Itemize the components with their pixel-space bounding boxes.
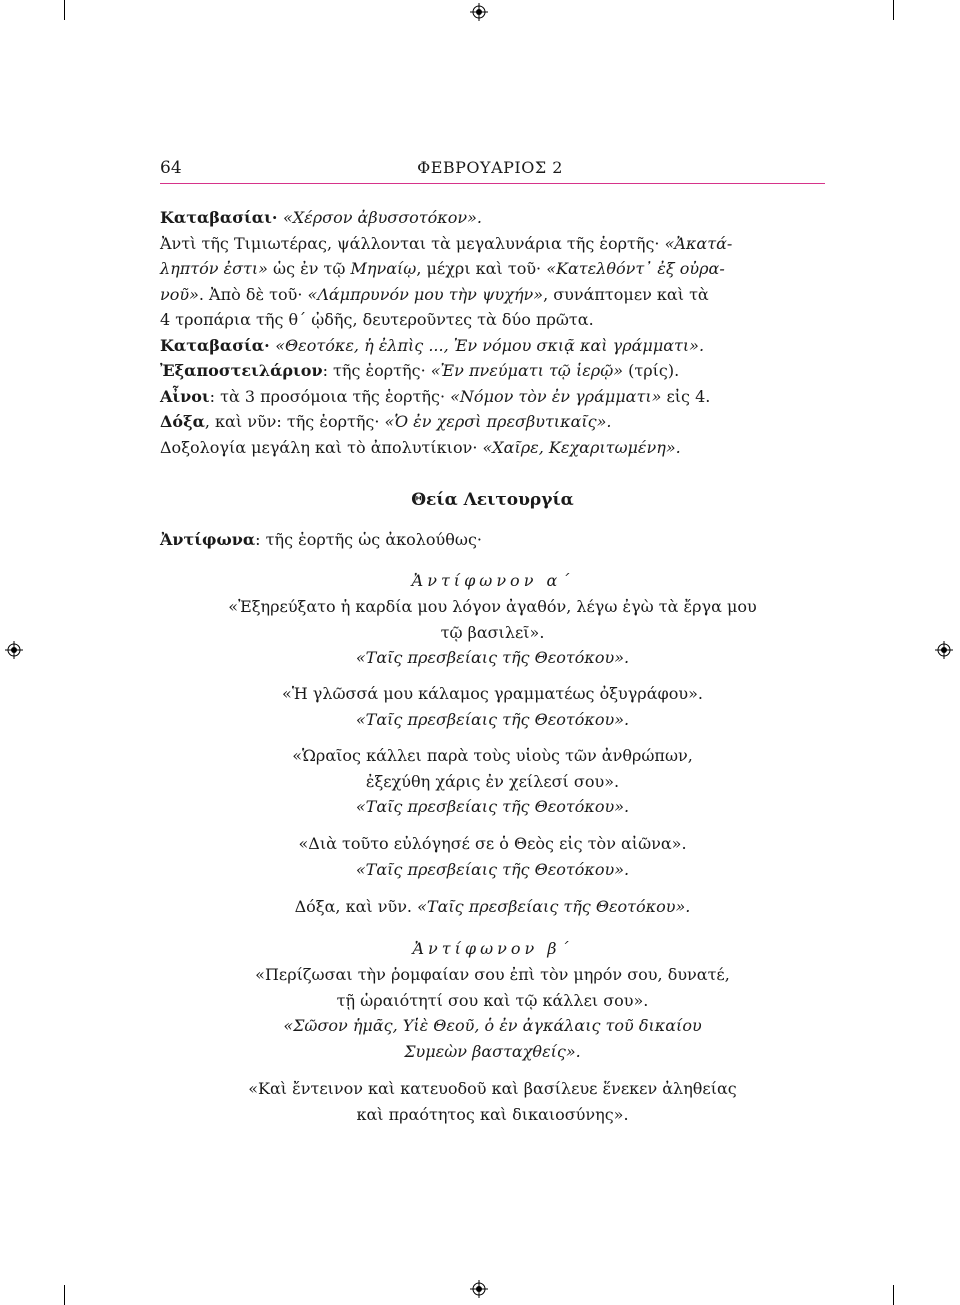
registration-mark-left-icon bbox=[5, 641, 23, 659]
running-title: ΦΕΒΡΟΥΑΡΙΟΣ 2 bbox=[417, 158, 563, 177]
header-rule bbox=[160, 183, 825, 184]
section-heading: Θεία Λειτουργία bbox=[411, 490, 574, 510]
refrain: «Ταῖς πρεσβείαις τῆς Θεοτόκου». bbox=[355, 709, 630, 729]
antiphon-a-verse-4: «Διὰ τοῦτο εὐλόγησέ σε ὁ Θεὸς εἰς τὸν αἰῶνα». «Ταῖς πρεσβείαις τῆς Θεοτόκου». bbox=[160, 831, 825, 882]
refrain: «Ταῖς πρεσβείαις τῆς Θεοτόκου». bbox=[355, 648, 630, 667]
refrain: «Ταῖς πρεσβείαις τῆς Θεοτόκου». bbox=[355, 859, 630, 879]
crop-mark-bottom-right bbox=[893, 1285, 894, 1305]
rubric-line: 4 τροπάρια τῆς θ΄ ᾠδῆς, δευτεροῦντες τὰ δύο πρῶτα. bbox=[160, 310, 594, 329]
antiphons-intro: Ἀντίφωνα: τῆς ἑορτῆς ὡς ἀκολούθως· bbox=[160, 530, 482, 549]
registration-mark-top-icon bbox=[470, 3, 488, 21]
crop-mark-top-right bbox=[893, 0, 894, 20]
registration-mark-bottom-icon bbox=[470, 1280, 488, 1298]
antiphon-a-verse-2: «Ἡ γλῶσσά μου κάλαμος γραμματέως ὀξυγράφου». «Ταῖς πρεσβείαις τῆς Θεοτόκου». bbox=[160, 681, 825, 732]
page-number: 64 bbox=[160, 158, 182, 178]
antiphon-a-title: Ἀντίφωνον α΄ bbox=[411, 571, 574, 590]
rubric-line: Αἶνοι: τὰ 3 προσόμοια τῆς ἑορτῆς· «Νόμον τὸν ἐν γράμματι» εἰς 4. bbox=[160, 386, 711, 406]
rubric-block bbox=[160, 205, 825, 460]
crop-mark-bottom-left bbox=[64, 1285, 65, 1305]
antiphon-b-verse-2: «Καὶ ἔντεινον καὶ κατευοδοῦ καὶ βασίλευε ἕνεκεν ἀληθείας καὶ πραότητος καὶ δικαιοσύνης». bbox=[248, 1079, 737, 1124]
antiphon-b-title: Ἀντίφωνον β΄ bbox=[412, 939, 573, 958]
rubric-line: Ἐξαποστειλάριον: τῆς ἑορτῆς· «Ἐν πνεύματι τῷ ἱερῷ» (τρίς). bbox=[160, 361, 680, 380]
rubric-line: Ἀντὶ τῆς Τιμιωτέρας, ψάλλονται τὰ μεγαλυνάρια τῆς ἑορτῆς· «Ἀκατά- bbox=[160, 233, 733, 253]
antiphon-b-verse-1: «Περίζωσαι τὴν ῥομφαίαν σου ἐπὶ τὸν μηρόν σου, δυνατέ, τῇ ὡραιότητί σου καὶ τῷ κάλλει σου». «Σῶσον ἡμᾶς, Υἱὲ Θεοῦ, ὁ ἐν ἀγκάλαις τοῦ δικαίου Συμεὼν βασταχθείς». bbox=[160, 962, 825, 1064]
refrain: «Ταῖς πρεσβείαις τῆς Θεοτόκου». bbox=[355, 797, 630, 816]
rubric-line: νοῦ». Ἀπὸ δὲ τοῦ· «Λάμπρυνόν μου τὴν ψυχήν», συνάπτομεν καὶ τὰ bbox=[160, 284, 709, 304]
registration-mark-right-icon bbox=[935, 641, 953, 659]
refrain: Συμεὼν βασταχθείς». bbox=[404, 1041, 581, 1061]
rubric-line: Δοξολογία μεγάλη καὶ τὸ ἀπολυτίκιον· «Χαῖρε, Κεχαριτωμένη». bbox=[160, 437, 681, 457]
antiphon-a-verse-1: «Ἐξηρεύξατο ἡ καρδία μου λόγον ἀγαθόν, λέγω ἐγὼ τὰ ἔργα μου τῷ βασιλεῖ». «Ταῖς πρεσβείαις τῆς Θεοτόκου». bbox=[160, 594, 825, 671]
antiphon-a-doxa: Δόξα, καὶ νῦν. «Ταῖς πρεσβείαις τῆς Θεοτόκου». bbox=[294, 897, 691, 916]
rubric-line: Δόξα, καὶ νῦν: τῆς ἑορτῆς· «Ὁ ἐν χερσὶ πρεσβυτικαῖς». bbox=[160, 412, 612, 431]
antiphon-a-verse-3: «Ὡραῖος κάλλει παρὰ τοὺς υἱοὺς τῶν ἀνθρώπων, ἐξεχύθη χάρις ἐν χείλεσί σου». «Ταῖς πρεσβείαις τῆς Θεοτόκου». bbox=[160, 743, 825, 820]
rubric-line: ληπτόν ἐστι» ὡς ἐν τῷ Μηναίῳ, μέχρι καὶ τοῦ· «Κατελθόντ᾽ ἐξ οὐρα- bbox=[160, 259, 725, 278]
rubric-line: Καταβασία· «Θεοτόκε, ἡ ἐλπὶς ..., Ἐν νόμου σκιᾷ καὶ γράμματι». bbox=[160, 335, 705, 355]
rubric-line: Καταβασίαι· «Χέρσον ἀβυσσοτόκον». bbox=[160, 208, 482, 227]
refrain: «Σῶσον ἡμᾶς, Υἱὲ Θεοῦ, ὁ ἐν ἀγκάλαις τοῦ δικαίου bbox=[283, 1016, 702, 1035]
crop-mark-top-left bbox=[64, 0, 65, 20]
